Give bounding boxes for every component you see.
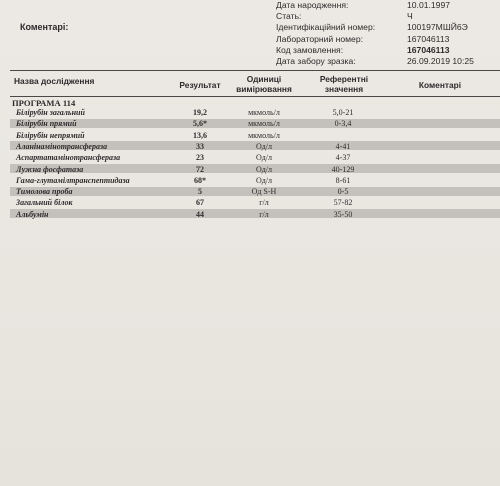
header-reference: Референтні значення: [319, 74, 369, 94]
header-units: Одиниці вимірювання: [236, 74, 292, 94]
cell-ref: 0-3,4: [334, 119, 352, 129]
cell-ref: 0-5: [337, 187, 349, 197]
cell-result: 68*: [194, 175, 206, 185]
patient-info-row: [276, 56, 496, 67]
cell-result: 13,6: [193, 130, 207, 140]
patient-info-value: 167046113: [407, 33, 450, 44]
patient-info-row: [276, 34, 496, 45]
cell-unit: мкмоль/л: [248, 119, 280, 129]
patient-info-value: 167046113: [407, 44, 450, 55]
patient-info-row: [276, 22, 496, 33]
cell-unit: Од/л: [256, 141, 272, 151]
cell-unit: Од/л: [256, 153, 272, 163]
side-print-strip: [6, 154, 14, 454]
cell-unit: Од/л: [256, 175, 272, 185]
patient-info-label: Ідентифікаційний номер:: [276, 22, 376, 33]
patient-info-row: [276, 45, 496, 56]
cell-ref: 8-61: [335, 175, 351, 185]
cell-name: Білірубін прямий: [16, 119, 77, 129]
header-bottom-line: [10, 96, 500, 97]
cell-ref: 4-37: [335, 153, 351, 163]
cell-name: Тимолова проба: [16, 187, 73, 197]
cell-unit: г/л: [259, 198, 269, 208]
cell-result: 33: [196, 141, 204, 151]
cell-name: Загальний білок: [16, 198, 73, 208]
header-name: Назва дослідження: [14, 76, 95, 86]
cell-name: Гама-глутамілтранспептидаза: [16, 175, 130, 185]
cell-result: 23: [196, 153, 204, 163]
cell-result: 19,2: [193, 108, 207, 117]
patient-info-value: 100197МШЙ6Э: [407, 22, 468, 33]
header-top-line: [10, 70, 500, 71]
cell-name: Білірубін загальний: [16, 108, 85, 117]
patient-info-value: Ч: [407, 11, 413, 22]
cell-name: Аспартатамінотрансфераза: [16, 153, 121, 163]
cell-name: Білірубін непрямий: [16, 130, 85, 140]
cell-result: 72: [196, 164, 204, 174]
cell-unit: г/л: [259, 209, 269, 219]
cell-name: Лужна фосфатаза: [16, 164, 84, 174]
cell-result: 67: [196, 198, 204, 208]
patient-info-row: [276, 11, 496, 22]
patient-info-label: Код замовлення:: [276, 44, 344, 55]
patient-info-label: Стать:: [276, 11, 302, 22]
comments-label: Коментарі:: [20, 22, 69, 32]
cell-unit: Од S-H: [251, 187, 277, 197]
cell-ref: 5,0-21: [332, 108, 354, 117]
cell-name: Альбумін: [16, 209, 49, 219]
patient-info-label: Дата забору зразка:: [276, 55, 356, 66]
cell-ref: 4-41: [335, 141, 351, 151]
cell-ref: 40-129: [331, 164, 355, 174]
cell-result: 44: [196, 209, 204, 219]
cell-unit: мкмоль/л: [248, 108, 280, 117]
cell-result: 5,6*: [193, 119, 207, 129]
patient-info-label: Дата народження:: [276, 0, 349, 10]
cell-unit: мкмоль/л: [248, 130, 280, 140]
section-title: ПРОГРАМА 114: [12, 98, 76, 108]
cell-unit: Од/л: [256, 164, 272, 174]
patient-info-label: Лабораторний номер:: [276, 33, 364, 44]
patient-info-block: [276, 0, 496, 67]
cell-ref: 35-50: [333, 209, 353, 219]
header-comments: Коментарі: [418, 80, 462, 90]
header-result: Результат: [179, 80, 221, 90]
patient-info-row: [276, 0, 496, 11]
patient-info-value: 10.01.1997: [407, 0, 451, 10]
cell-name: Аланінамінотрансфераза: [16, 141, 108, 151]
cell-ref: 57-82: [333, 198, 353, 208]
patient-info-value: 26.09.2019 10:25: [407, 55, 474, 66]
cell-result: 5: [198, 187, 202, 197]
